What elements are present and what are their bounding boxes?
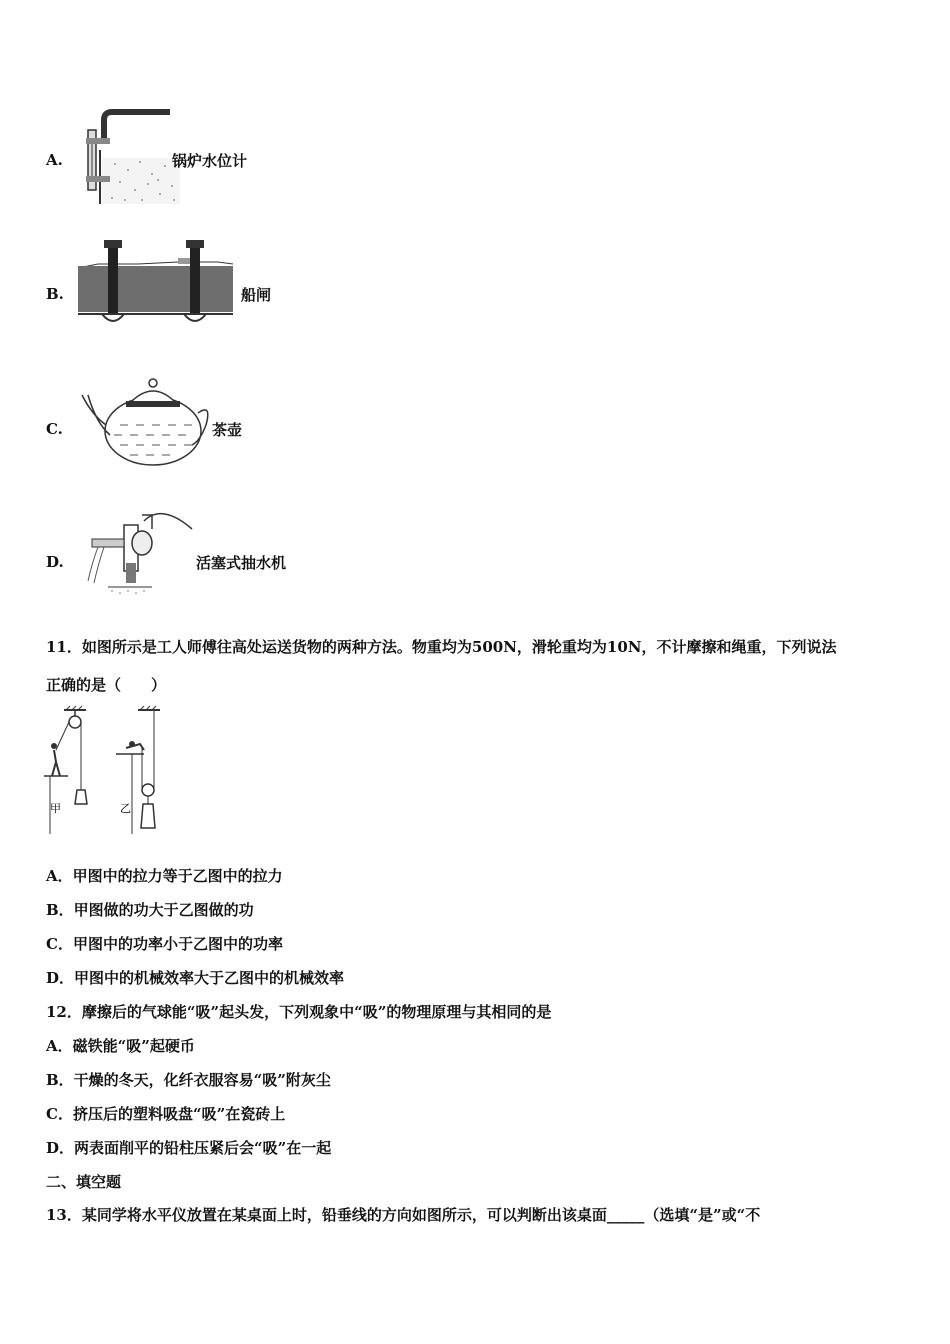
q13-stem: 13．某同学将水平仪放置在某桌面上时，铅垂线的方向如图所示，可以判断出该桌面_____（选填“是”或“不 <box>46 1206 761 1224</box>
section-heading: 二、填空题 <box>46 1173 122 1191</box>
q11-option-c: C．甲图中的功率小于乙图中的功率 <box>46 935 283 953</box>
q11-stem-line2: 正确的是（ ） <box>46 676 167 694</box>
teapot-figure <box>80 373 210 469</box>
q12-stem: 12．摩擦后的气球能“吸”起头发，下列观象中“吸”的物理原理与其相同的是 <box>46 1003 552 1021</box>
option-c-letter: C. <box>46 420 63 438</box>
q12-option-a: A．磁铁能“吸”起硬币 <box>46 1037 195 1055</box>
option-d-letter: D. <box>46 553 64 571</box>
fig-label-jia: 甲 <box>50 802 61 815</box>
q12-option-d: D．两表面削平的铅柱压紧后会“吸”在一起 <box>46 1139 332 1157</box>
piston-pump-figure <box>82 503 202 599</box>
fig-label-yi: 乙 <box>120 802 131 815</box>
q11-option-d: D．甲图中的机械效率大于乙图中的机械效率 <box>46 969 345 987</box>
q11-stem-line1: 11．如图所示是工人师傅往高处运送货物的两种方法。物重均为500N，滑轮重均为10N，不计摩擦和绳重，下列说法 <box>46 638 837 656</box>
pulley-figure <box>44 704 174 844</box>
option-d-caption: 活塞式抽水机 <box>196 554 287 572</box>
option-b-letter: B. <box>46 285 64 303</box>
q11-option-a: A．甲图中的拉力等于乙图中的拉力 <box>46 867 283 885</box>
option-b-caption: 船闸 <box>241 286 272 304</box>
option-a-letter: A. <box>46 151 63 169</box>
q12-option-b: B．干燥的冬天，化纤衣服容易“吸”附灰尘 <box>46 1071 331 1089</box>
q11-option-b: B．甲图做的功大于乙图做的功 <box>46 901 254 919</box>
boiler-water-gauge-figure <box>80 100 180 208</box>
ship-lock-figure <box>78 236 238 332</box>
option-c-caption: 茶壶 <box>212 421 243 439</box>
q12-option-c: C．挤压后的塑料吸盘“吸”在瓷砖上 <box>46 1105 286 1123</box>
option-a-caption: 锅炉水位计 <box>172 152 248 170</box>
